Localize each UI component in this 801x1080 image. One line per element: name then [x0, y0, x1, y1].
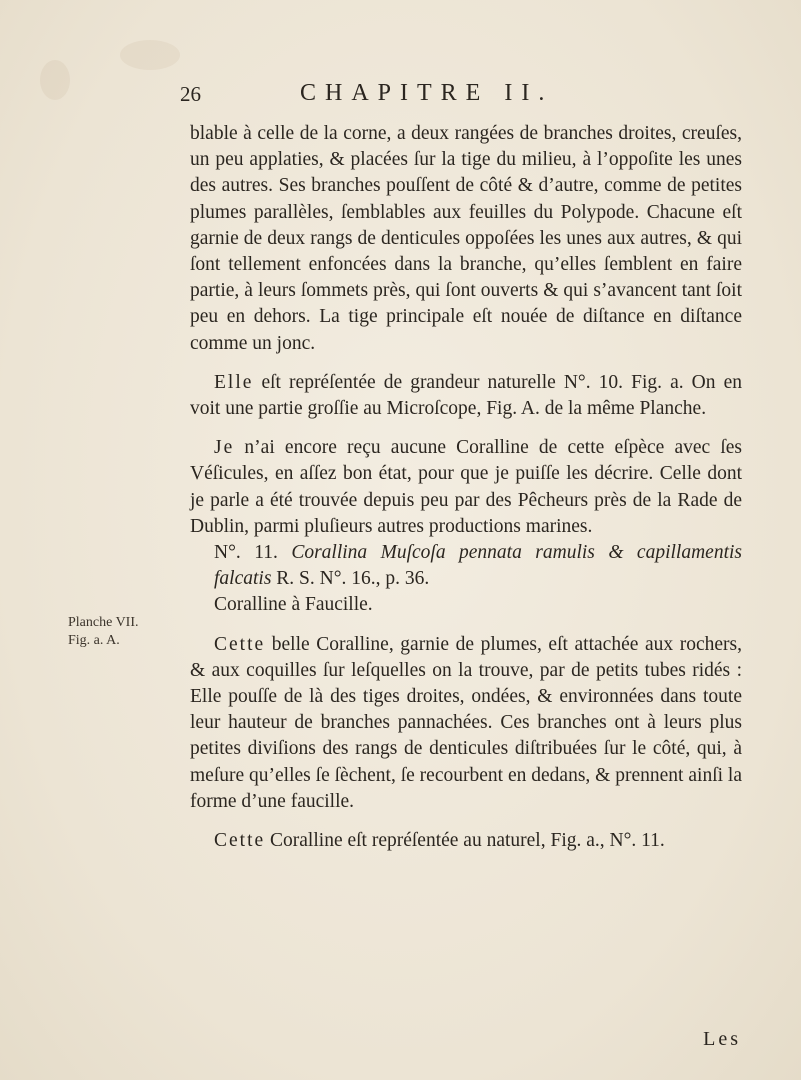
catchword: Les — [703, 1028, 741, 1050]
paragraph-3 — [190, 435, 742, 540]
body-text — [190, 121, 742, 854]
paragraph-5-text: Coralline eſt repréſentée au naturel, Fig. a., N°. 11. — [265, 830, 665, 852]
paragraph-4-lead: Cette — [214, 633, 266, 655]
paper-stain — [40, 60, 70, 100]
species-common-name: Coralline à Faucille. — [214, 594, 373, 616]
paper-stain — [120, 40, 180, 70]
paragraph-3-text: n’ai encore reçu aucune Coralline de cette eſpèce avec ſes Véſicules, en aſſez bon état, pour que je puiſſe les décrire. Celle dont je parle a été trouvée depuis peu par des Pêcheurs près de la Rade de Dublin, parmi pluſieurs autres productions marines. — [190, 437, 742, 537]
page-number: 26 — [180, 82, 201, 106]
margin-note-figure: Fig. a. A. — [68, 633, 120, 648]
paragraph-3-lead: Je — [214, 437, 235, 459]
running-title: CHAPITRE II. — [300, 80, 554, 106]
species-latin-name: Corallina Muſcoſa pennata ramulis & capillamentis falcatis — [214, 542, 742, 590]
species-reference: R. S. N°. 16., p. 36. — [271, 568, 430, 590]
paragraph-4 — [190, 632, 742, 815]
paragraph-5-lead: Cette — [214, 830, 266, 852]
paragraph-4-text: belle Coralline, garnie de plumes, eſt attachée aux rochers, & aux coquilles ſur leſquelles on la trouve, par de petits tubes ridés : Elle pouſſe de là des tiges droites, ondées, & environnées dans toute leur hauteur de branches pannachées. Ces branches ont à leurs plus petites diviſions des rangs de denticules diſtribuées ſur le côté, qui, à meſure qu’elles ſe ſèchent, ſe recourbent en dedans, & prennent ainſi la forme d’une faucille. — [190, 633, 742, 812]
page-header — [180, 82, 740, 112]
margin-note-plate: Planche VII. — [68, 615, 139, 630]
paragraph-2 — [190, 370, 742, 422]
paragraph-5 — [190, 828, 742, 854]
paragraph-2-text: eſt repréſentée de grandeur naturelle N°. 10. Fig. a. On en voit une partie groſſie au Microſcope, Fig. A. de la même Planche. — [190, 371, 742, 420]
margin-note — [68, 614, 178, 650]
species-entry-heading — [190, 540, 742, 592]
species-number: N°. 11. — [214, 542, 278, 564]
paragraph-2-lead: Elle — [214, 371, 254, 393]
paragraph-1: blable à celle de la corne, a deux rangées de branches droites, creuſes, un peu applaties, & placées ſur la tige du milieu, à l’oppoſite les unes des autres. Ses branches pouſſent de côté & d’autre, comme de petites plumes parallèles, ſemblables aux feuilles du Polypode. Chacune eſt garnie de deux rangs de denticules oppoſées les unes aux autres, & qui ſont tellement enfoncées dans la branche, qu’elles ſemblent en faire partie, à leurs ſommets près, qui ſont ouverts & qui s’avancent tant ſoit peu en dehors. La tige principale eſt nouée de diſtance en diſtance comme un jonc. — [190, 123, 742, 354]
